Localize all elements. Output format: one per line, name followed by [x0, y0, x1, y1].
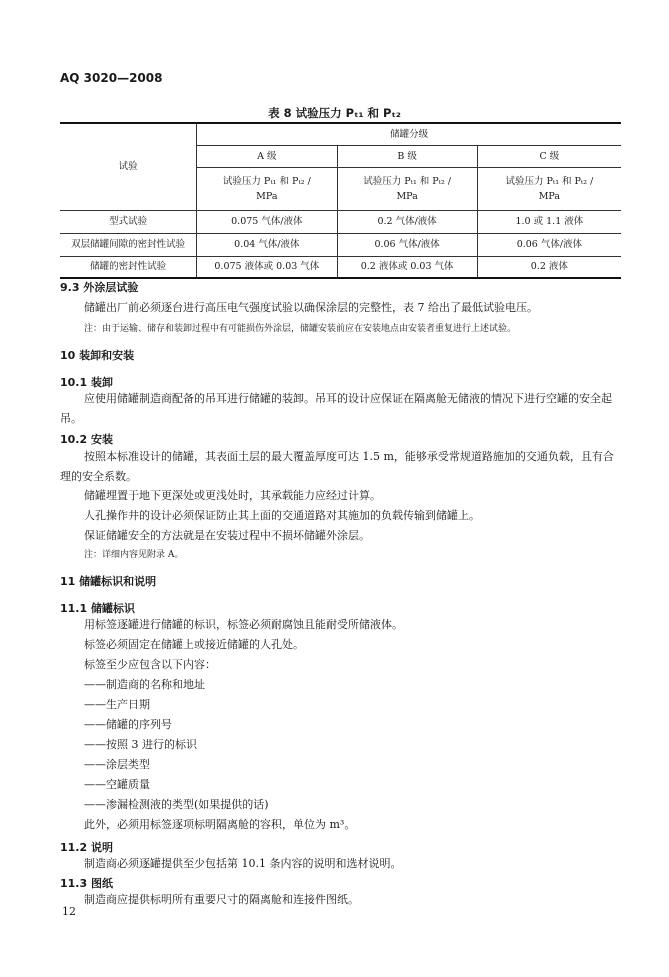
paragraph: 制造商应提供标明所有重要尺寸的隔离舱和连接件图纸。: [84, 893, 359, 906]
paragraph: 此外，必须用标签逐项标明隔离舱的容积，单位为 m³。: [84, 818, 356, 831]
test-pressure-table: [60, 122, 621, 279]
table-row: [60, 256, 621, 278]
list-item: ——制造商的名称和地址: [84, 678, 205, 691]
section-heading-9-3: 9.3 外涂层试验: [60, 281, 139, 294]
table-row: [60, 233, 621, 256]
table-row: [60, 210, 621, 233]
section-heading-11-1: 11.1 储罐标识: [60, 602, 135, 615]
section-heading-11-3: 11.3 图纸: [60, 877, 113, 890]
table-header-pressure-b: 试验压力 Pₜ₁ 和 Pₜ₂ / MPa: [337, 167, 477, 210]
table-header-class-c: C 级: [477, 145, 621, 167]
section-heading-10: 10 装卸和安装: [60, 349, 135, 362]
table-cell-test-name: 双层储罐间隙的密封性试验: [60, 233, 197, 256]
paragraph: 人孔操作井的设计必须保证防止其上面的交通道路对其施加的负载传输到储罐上。: [84, 509, 480, 522]
section-heading-11-2: 11.2 说明: [60, 841, 113, 854]
section-heading-11: 11 储罐标识和说明: [60, 575, 157, 588]
table-cell-test-name: 型式试验: [60, 210, 197, 233]
paragraph: 标签必须固定在储罐上或接近储罐的人孔处。: [84, 638, 304, 651]
table-cell: 0.2 液体或 0.03 气体: [337, 256, 477, 278]
table-cell-test-name: 储罐的密封性试验: [60, 256, 197, 278]
paragraph: 标签至少应包含以下内容：: [84, 658, 216, 671]
table-cell: 0.075 液体或 0.03 气体: [197, 256, 337, 278]
paragraph: 制造商必须逐罐提供至少包括第 10.1 条内容的说明和选材说明。: [84, 857, 402, 870]
table-title: 表 8 试验压力 Pₜ₁ 和 Pₜ₂: [268, 106, 401, 120]
table-cell: 0.06 气体/液体: [477, 233, 621, 256]
note: 注：详细内容见附录 A。: [84, 550, 184, 560]
page-number: 12: [62, 905, 76, 918]
paragraph: 保证储罐安全的方法就是在安装过程中不损坏储罐外涂层。: [84, 529, 370, 542]
list-item: ——储罐的序列号: [84, 718, 172, 731]
paragraph: 用标签逐罐进行储罐的标识，标签必须耐腐蚀且能耐受所储液体。: [84, 618, 403, 631]
document-id: AQ 3020—2008: [60, 71, 163, 85]
paragraph: 按照本标准设计的储罐，其表面土层的最大覆盖厚度可达 1.5 m，能够承受常规道路施加的交通负载，且有合理的安全系数。: [60, 450, 614, 483]
table-cell: 0.075 气体/液体: [197, 210, 337, 233]
section-heading-10-2: 10.2 安装: [60, 433, 113, 446]
table-header-pressure-c: 试验压力 Pₜ₁ 和 Pₜ₂ / MPa: [477, 167, 621, 210]
table-header-test: 试验: [60, 123, 197, 210]
table-header-class-b: B 级: [337, 145, 477, 167]
section-heading-10-1: 10.1 装卸: [60, 376, 113, 389]
table-header-classification: 储罐分级: [197, 123, 621, 145]
table-cell: 0.06 气体/液体: [337, 233, 477, 256]
table-cell: 0.2 液体: [477, 256, 621, 278]
table-header-class-a: A 级: [197, 145, 337, 167]
list-item: ——生产日期: [84, 698, 150, 711]
paragraph: 储罐出厂前必须逐台进行高压电气强度试验以确保涂层的完整性，表 7 给出了最低试验电压。: [84, 301, 538, 314]
list-item: ——渗漏检测液的类型(如果提供的话): [84, 798, 269, 811]
table-header-pressure-a: 试验压力 Pₜ₁ 和 Pₜ₂ / MPa: [197, 167, 337, 210]
list-item: ——空罐质量: [84, 778, 150, 791]
table-cell: 0.04 气体/液体: [197, 233, 337, 256]
list-item: ——涂层类型: [84, 758, 150, 771]
paragraph: 应使用储罐制造商配备的吊耳进行储罐的装卸。吊耳的设计应保证在隔离舱无储液的情况下进行空罐的安全起吊。: [60, 392, 612, 425]
table-cell: 1.0 或 1.1 液体: [477, 210, 621, 233]
list-item: ——按照 3 进行的标识: [84, 738, 197, 751]
note: 注：由于运输、储存和装卸过程中有可能损伤外涂层，储罐安装前应在安装地点由安装者重复进行上述试验。: [84, 324, 517, 334]
paragraph: 储罐埋置于地下更深处或更浅处时，其承载能力应经过计算。: [84, 489, 381, 502]
table-cell: 0.2 气体/液体: [337, 210, 477, 233]
